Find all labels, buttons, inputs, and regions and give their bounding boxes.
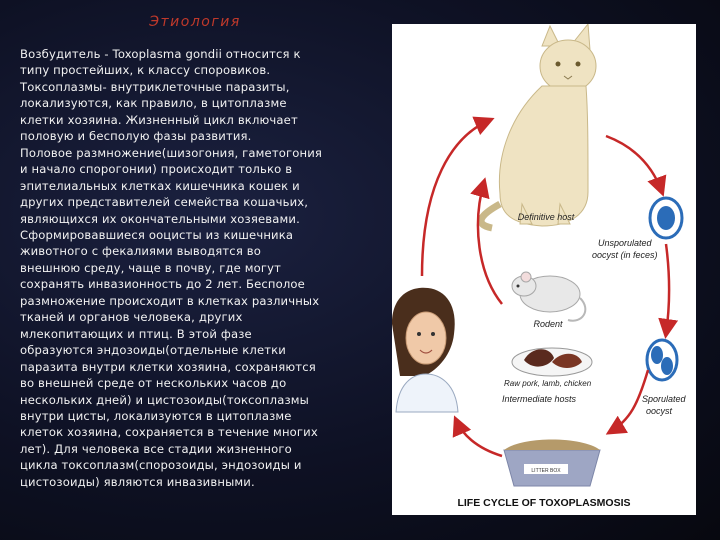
- raw-meat-plate-illustration: [512, 348, 592, 376]
- body-line: лет). Для человека все стадии жизненного: [20, 441, 292, 456]
- body-line: типу простейших, к классу споровиков.: [20, 63, 271, 78]
- raw-meat-label: Raw pork, lamb, chicken: [504, 379, 592, 388]
- body-line: Токсоплазмы- внутриклеточные паразиты,: [20, 79, 290, 94]
- body-line: Половое размножение(шизогония, гаметогония: [20, 145, 322, 160]
- body-line: эпителиальных клетках кишечника кошек и: [20, 178, 300, 193]
- body-line: Возбудитель - Toxoplasma gondii относится к: [20, 47, 301, 61]
- body-line: нескольких дней) и цистозоиды(токсоплазмы: [20, 392, 309, 407]
- unsporulated-oocyst-icon: [650, 198, 682, 238]
- body-line: размножение происходит в клетках различных: [20, 293, 320, 308]
- arrow-litter-to-human: [456, 420, 502, 456]
- sporulated-oocyst-icon: [647, 340, 677, 380]
- body-line: тканей и органов человека, других: [20, 310, 243, 325]
- litter-box-illustration: [504, 440, 600, 487]
- body-line: образуются эндозоиды(отдельные клетки: [20, 343, 286, 358]
- life-cycle-figure: [392, 24, 696, 515]
- arrow-rodent-to-cat: [478, 182, 502, 304]
- body-line: клетки хозяина. Жизненный цикл включает: [20, 112, 298, 127]
- cat-illustration: [481, 24, 596, 228]
- unsporulated-label-2: oocyst (in feces): [592, 250, 658, 260]
- intermediate-hosts-label: Intermediate hosts: [502, 394, 577, 404]
- arrow-oocyst-to-sporulated: [666, 244, 669, 334]
- unsporulated-label: Unsporulated: [598, 238, 652, 248]
- body-line: внешнюю среду, чаще в почву, где могут: [20, 260, 282, 275]
- arrow-cat-to-oocyst: [606, 136, 662, 192]
- body-line: млекопитающих и птиц. В этой фазе: [20, 326, 252, 341]
- litter-box-label: LITTER BOX: [531, 468, 561, 474]
- body-text: [20, 46, 385, 490]
- slide-title: Этиология: [149, 14, 241, 30]
- rodent-label: Rodent: [533, 319, 563, 329]
- definitive-host-label: Definitive host: [517, 212, 575, 222]
- body-line: и начало спорогонии) происходит только в: [20, 162, 293, 177]
- body-line: половую и бесполую фазы развития.: [20, 129, 252, 144]
- body-line: паразита внутри клетки хозяина, сохраняются: [20, 359, 316, 374]
- rodent-illustration: [512, 272, 585, 321]
- sporulated-label-2: oocyst: [646, 406, 673, 416]
- life-cycle-diagram: [392, 24, 696, 515]
- body-line: цикла токсоплазм(спорозоиды, эндозоиды и: [20, 458, 302, 473]
- body-line: во внешней среде от нескольких часов до: [20, 376, 287, 391]
- body-line: животного с фекалиями выводятся во: [20, 244, 262, 259]
- body-line: других представителей семейства кошачьих,: [20, 195, 309, 210]
- body-line: внутри цисты, локализуются в цитоплазме: [20, 408, 292, 423]
- body-line: Сформировавшиеся ооцисты из кишечника: [20, 227, 294, 242]
- body-line: являющихся их окончательными хозяевами.: [20, 211, 300, 226]
- body-line: цистозоиды) являются инвазивными.: [20, 474, 255, 489]
- sporulated-label: Sporulated: [642, 394, 686, 404]
- body-line: локализуются, как правило, в цитоплазме: [20, 96, 287, 111]
- body-line: сохранять инвазионность до 2 лет. Бесполое: [20, 277, 305, 292]
- human-illustration: [392, 288, 458, 412]
- figure-caption: LIFE CYCLE OF TOXOPLASMOSIS: [457, 497, 631, 509]
- body-line: клеток хозяина, сохраняется в течение многих: [20, 425, 318, 440]
